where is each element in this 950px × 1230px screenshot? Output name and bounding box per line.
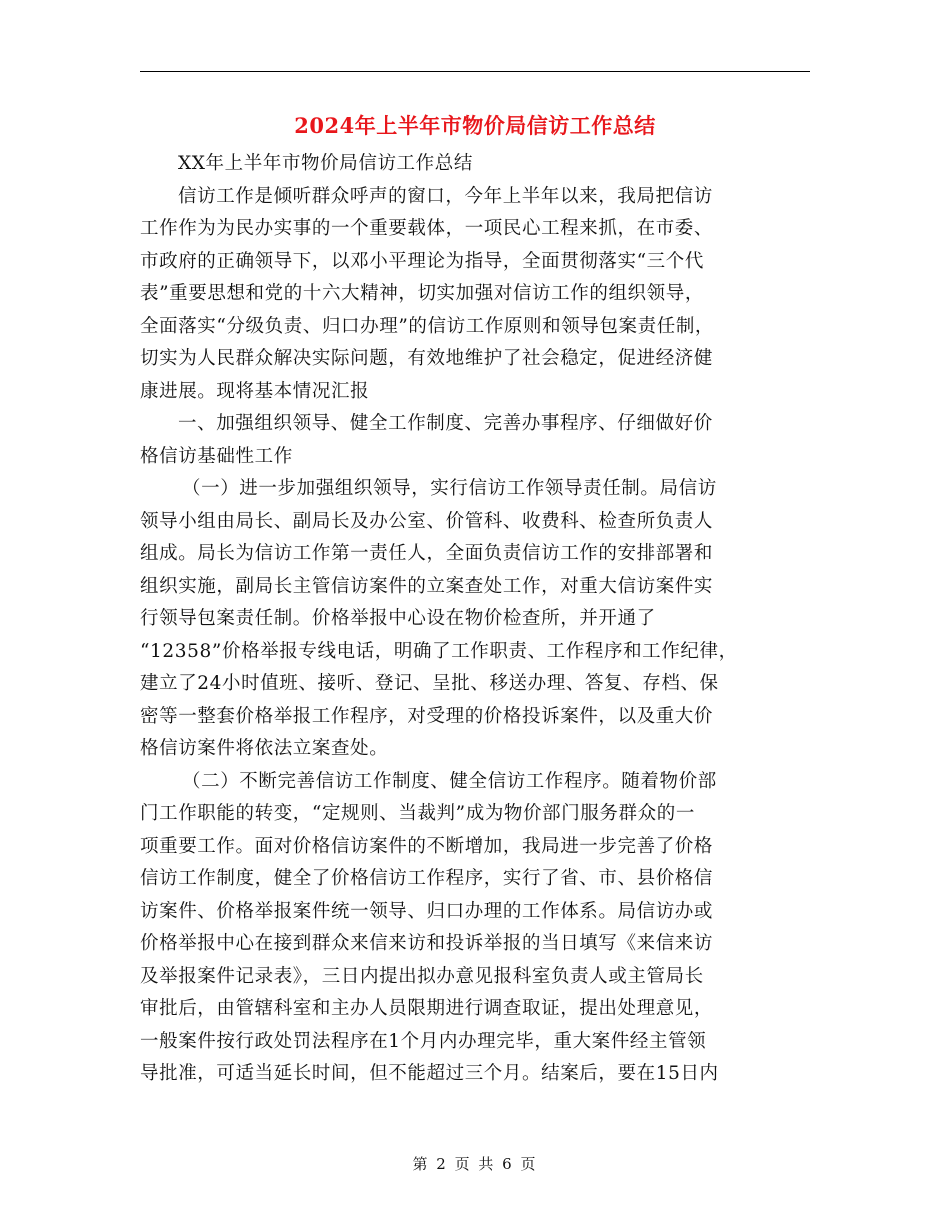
body-line: 格信访案件将依法立案查处。 xyxy=(140,738,389,759)
body-line: （二）不断完善信访工作制度、健全信访工作程序。随着物价部 xyxy=(182,770,717,792)
header-rule xyxy=(140,71,810,72)
body-line: 组成。局长为信访工作第一责任人，全面负责信访工作的安排部署和 xyxy=(140,543,714,564)
body-line: 密等一整套价格举报工作程序，对受理的价格投诉案件，以及重大价 xyxy=(140,705,714,727)
body-line: “12358”价格举报专线电话，明确了工作职责、工作程序和工作纪律， xyxy=(140,640,738,662)
body-line: 一、加强组织领导、健全工作制度、完善办事程序、仔细做好价 xyxy=(178,413,713,434)
body-line: 导批准，可适当延长时间，但不能超过三个月。结案后，要在15日内 xyxy=(140,1063,719,1084)
body-line: （一）进一步加强组织领导，实行信访工作领导责任制。局信访 xyxy=(182,478,717,499)
body-line: XX年上半年市物价局信访工作总结 xyxy=(178,153,473,174)
body-line: 康进展。现将基本情况汇报 xyxy=(140,380,370,402)
body-line: 信访工作制度，健全了价格信访工作程序，实行了省、市、县价格信 xyxy=(140,868,714,889)
body-line: 建立了24小时值班、接听、登记、呈批、移送办理、答复、存档、保 xyxy=(140,673,719,694)
body-line: 市政府的正确领导下，以邓小平理论为指导，全面贯彻落实“三个代 xyxy=(140,250,704,272)
body-line: 及举报案件记录表》，三日内提出拟办意见报科室负责人或主管局长 xyxy=(140,965,704,987)
body-line: 切实为人民群众解决实际问题，有效地维护了社会稳定，促进经济健 xyxy=(140,348,714,369)
document-title: 2024年上半年市物价局信访工作总结 xyxy=(294,113,656,138)
body-line: 价格举报中心在接到群众来信来访和投诉举报的当日填写《来信来访 xyxy=(140,933,714,954)
page-number: 第 2 页 共 6 页 xyxy=(412,1155,538,1173)
body-line: 全面落实“分级负责、归口办理”的信访工作原则和领导包案责任制， xyxy=(140,315,715,337)
body-line: 表”重要思想和党的十六大精神，切实加强对信访工作的组织领导， xyxy=(140,283,704,304)
body-line: 审批后，由管辖科室和主办人员限期进行调查取证，提出处理意见， xyxy=(140,998,714,1019)
body-line: 领导小组由局长、副局长及办公室、价管科、收费科、检查所负责人 xyxy=(140,510,714,532)
body-line: 项重要工作。面对价格信访案件的不断增加，我局进一步完善了价格 xyxy=(140,835,714,857)
body-line: 工作作为为民办实事的一个重要载体，一项民心工程来抓，在市委、 xyxy=(140,218,714,239)
body-line: 组织实施，副局长主管信访案件的立案查处工作，对重大信访案件实 xyxy=(140,575,714,597)
body-line: 格信访基础性工作 xyxy=(140,445,293,467)
body-line: 信访工作是倾听群众呼声的窗口，今年上半年以来，我局把信访 xyxy=(178,185,713,207)
body-line: 门工作职能的转变，“定规则、当裁判”成为物价部门服务群众的一 xyxy=(140,803,695,824)
body-line: 访案件、价格举报案件统一领导、归口办理的工作体系。局信访办或 xyxy=(140,900,714,922)
body-line: 一般案件按行政处罚法程序在1个月内办理完毕，重大案件经主管领 xyxy=(140,1030,707,1052)
body-line: 行领导包案责任制。价格举报中心设在物价检查所，并开通了 xyxy=(140,608,656,629)
document-body xyxy=(140,148,810,1091)
